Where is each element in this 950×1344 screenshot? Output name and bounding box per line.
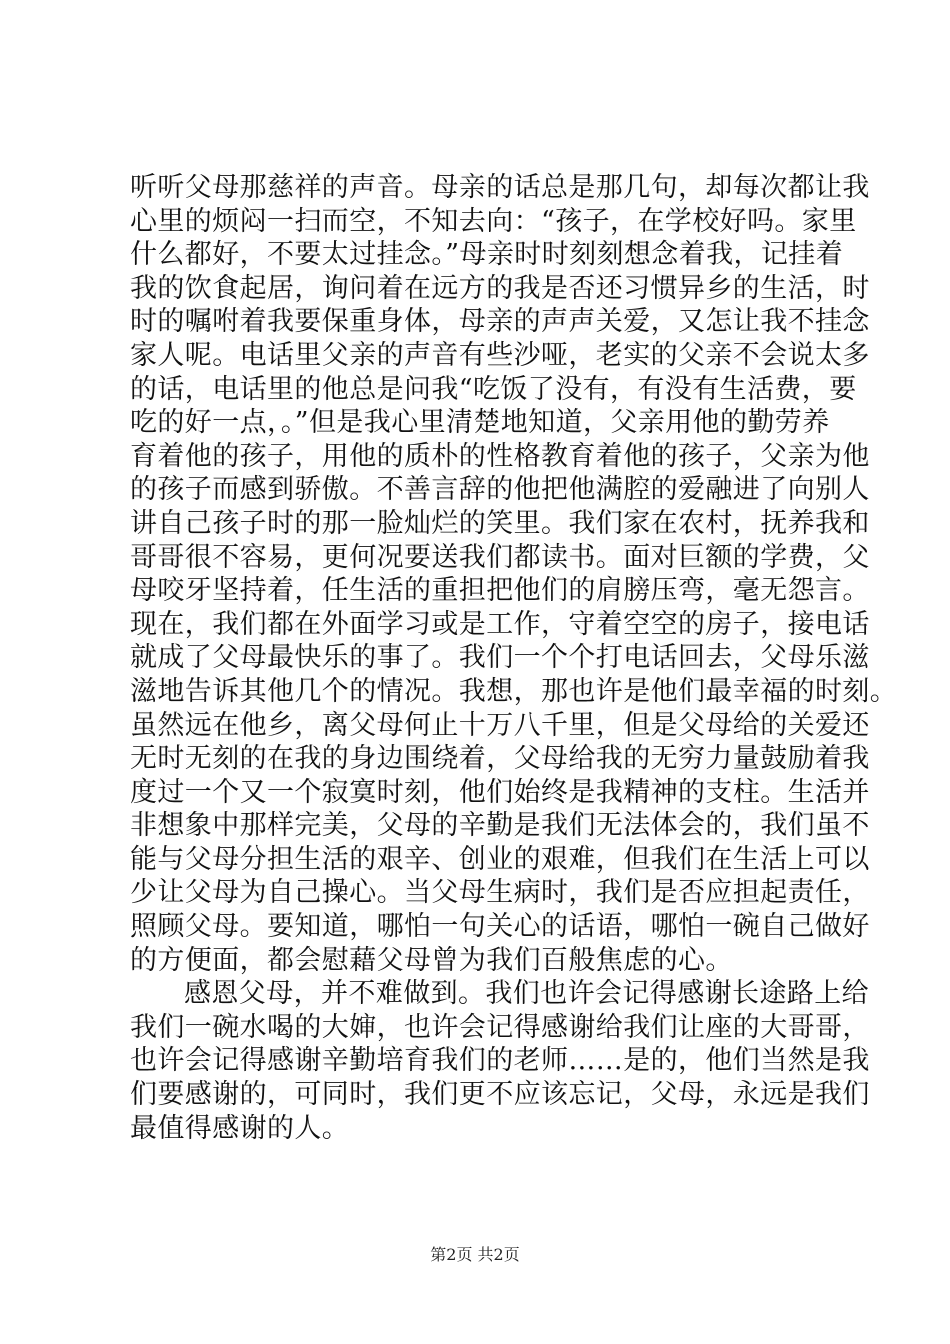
- text-line: 虽然远在他乡，离父母何止十万八千里，但是父母给的关爱还: [130, 709, 870, 741]
- text-line: 的方便面，都会慰藉父母曾为我们百般焦虑的心。: [130, 944, 733, 976]
- text-line: 能与父母分担生活的艰辛、创业的艰难，但我们在生活上可以: [130, 843, 870, 875]
- text-line: 哥哥很不容易，更何况要送我们都读书。面对巨额的学费，父: [130, 541, 870, 573]
- text-line: 什么都好，不要太过挂念。”母亲时时刻刻想念着我，记挂着: [130, 239, 844, 271]
- text-line: 无时无刻的在我的身边围绕着，父母给我的无穷力量鼓励着我: [130, 743, 870, 775]
- text-line: 家人呢。电话里父亲的声音有些沙哑，老实的父亲不会说太多: [130, 339, 870, 371]
- text-line: 们要感谢的，可同时，我们更不应该忘记，父母，永远是我们: [130, 1079, 870, 1111]
- text-line: 育着他的孩子，用他的质朴的性格教育着他的孩子，父亲为他: [130, 440, 870, 472]
- page-footer: 第2页 共2页: [430, 1245, 520, 1264]
- text-line: 讲自己孩子时的那一脸灿烂的笑里。我们家在农村，抚养我和: [130, 507, 870, 539]
- text-line: 现在，我们都在外面学习或是工作，守着空空的房子，接电话: [130, 608, 870, 640]
- text-line: 的孩子而感到骄傲。不善言辞的他把他满腔的爱融进了向别人: [130, 474, 870, 506]
- text-line: 就成了父母最快乐的事了。我们一个个打电话回去，父母乐滋: [130, 642, 870, 674]
- text-line: 度过一个又一个寂寞时刻，他们始终是我精神的支柱。生活并: [130, 776, 870, 808]
- text-line: 听听父母那慈祥的声音。母亲的话总是那几句，却每次都让我: [130, 172, 870, 203]
- paragraph-2: [130, 977, 870, 1145]
- text-line: 最值得感谢的人。: [130, 1112, 350, 1144]
- text-line: 少让父母为自己操心。当父母生病时，我们是否应担起责任，: [130, 877, 870, 909]
- text-line: 心里的烦闷一扫而空，不知去向：“孩子，在学校好吗。家里: [130, 205, 857, 237]
- text-line: 母咬牙坚持着，任生活的重担把他们的肩膀压弯，毫无怨言。: [130, 575, 870, 607]
- body-text: [130, 171, 898, 1145]
- text-line: 滋地告诉其他几个的情况。我想，那也许是他们最幸福的时刻。: [130, 675, 898, 707]
- text-line: 我的饮食起居，询问着在远方的我是否还习惯异乡的生活，时: [130, 272, 870, 304]
- paragraph-1: [130, 171, 898, 977]
- text-line: 时的嘱咐着我要保重身体，母亲的声声关爱，又怎让我不挂念: [130, 306, 870, 338]
- text-line: 吃的好一点，。”但是我心里清楚地知道，父亲用他的勤劳养: [130, 407, 830, 439]
- text-line: 照顾父母。要知道，哪怕一句关心的话语，哪怕一碗自己做好: [130, 911, 870, 943]
- text-line: 我们一碗水喝的大婶，也许会记得感谢给我们让座的大哥哥，: [130, 1011, 870, 1043]
- text-line: 非想象中那样完美，父母的辛勤是我们无法体会的，我们虽不: [130, 810, 870, 842]
- text-line: 感恩父母，并不难做到。我们也许会记得感谢长途路上给: [184, 978, 869, 1010]
- text-line: 的话，电话里的他总是问我“吃饭了没有，有没有生活费，要: [130, 373, 857, 405]
- text-line: 也许会记得感谢辛勤培育我们的老师……是的，他们当然是我: [130, 1045, 870, 1077]
